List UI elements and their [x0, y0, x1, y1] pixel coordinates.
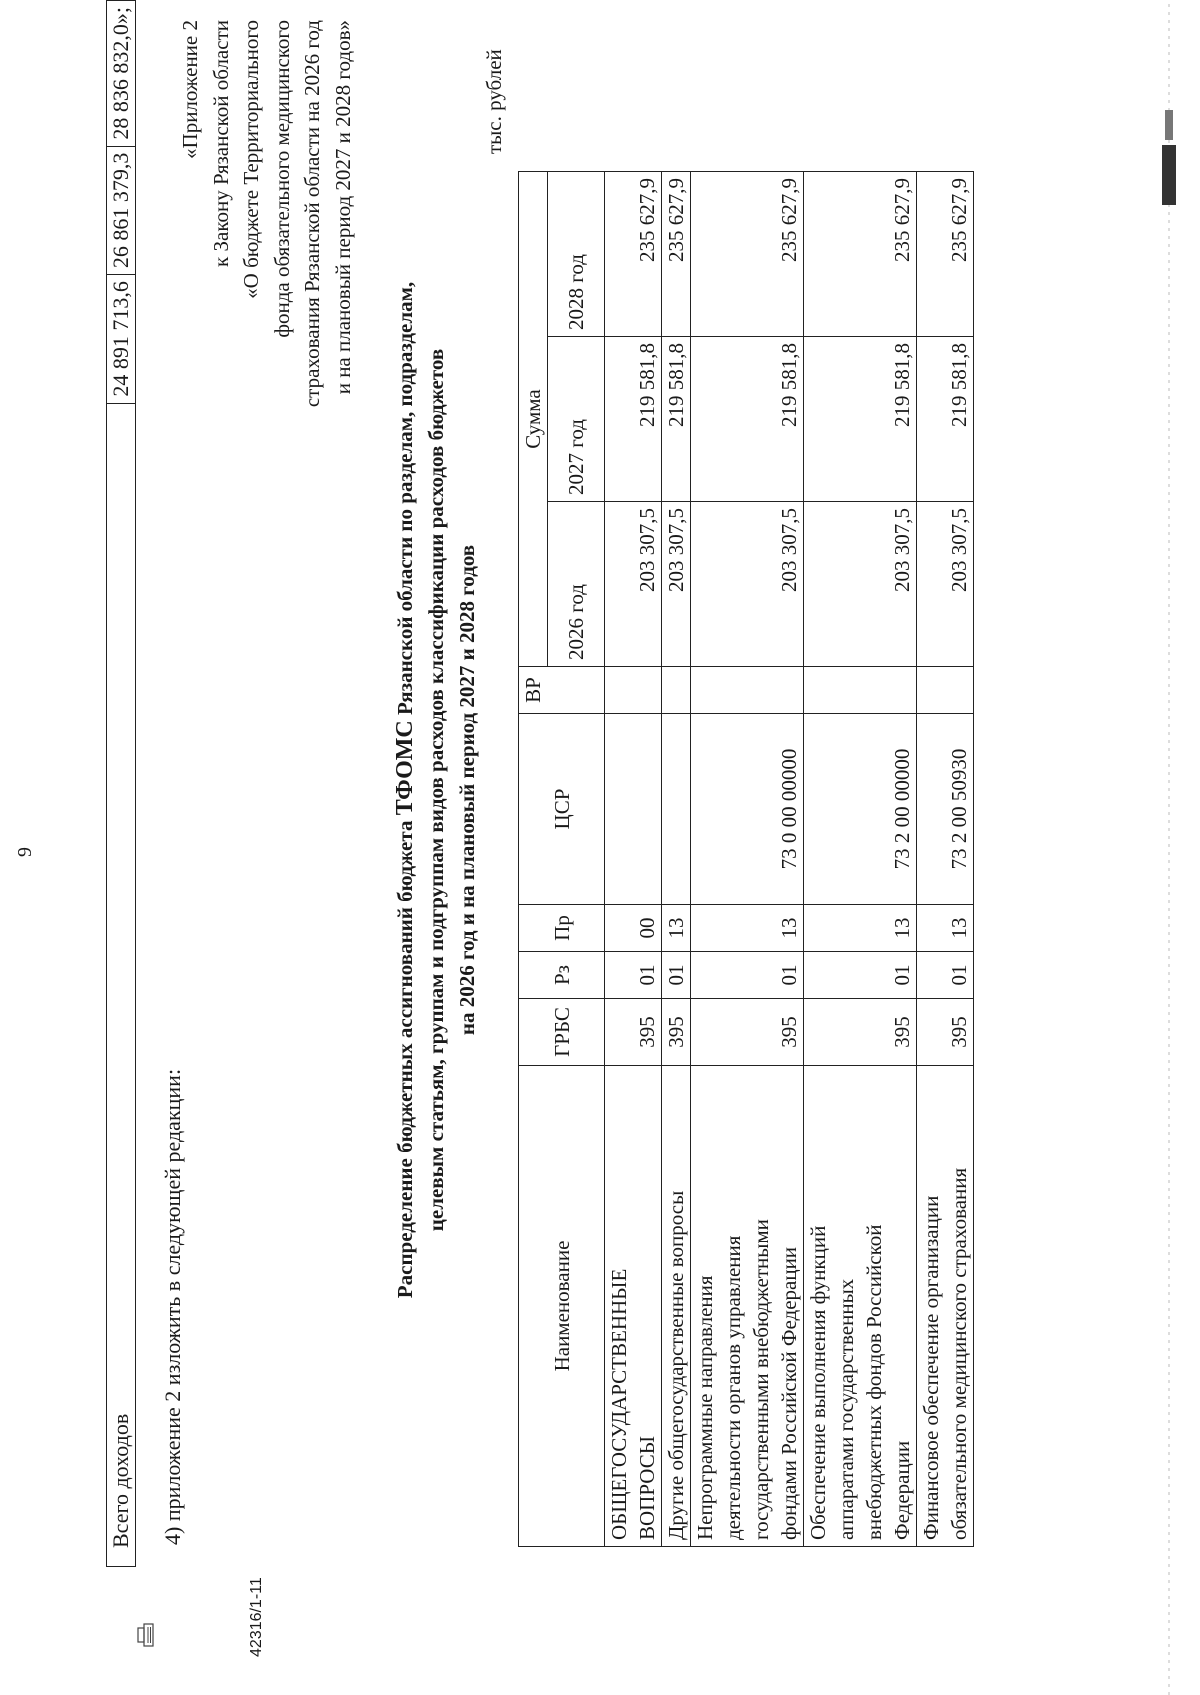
row-2026: 203 307,5 — [917, 502, 974, 667]
row-rz: 01 — [917, 952, 974, 999]
title-emph: ТФОМС — [392, 720, 418, 816]
row-pr: 13 — [691, 905, 804, 952]
row-2028: 235 627,9 — [605, 172, 662, 337]
header-csr: ЦСР — [519, 714, 605, 905]
header-sum: Сумма — [519, 172, 548, 667]
row-name-line: Обеспечение выполнения функций — [806, 1225, 830, 1540]
row-rz: 01 — [804, 952, 917, 999]
title-line-3: на 2026 год и на плановый период 2027 и 2028 годов — [455, 544, 479, 1036]
row-grbs: 395 — [804, 999, 917, 1066]
header-vr: ВР — [519, 667, 605, 714]
row-name-line: фондами Российской Федерации — [777, 1246, 801, 1540]
row-pr: 13 — [917, 905, 974, 952]
budget-table — [518, 171, 974, 1547]
row-csr: 73 0 00 00000 — [691, 714, 804, 905]
table-row — [917, 172, 974, 1547]
row-vr — [691, 667, 804, 714]
header-grbs: ГРБС — [519, 999, 605, 1066]
row-2028: 235 627,9 — [804, 172, 917, 337]
row-name-line: Непрограммные направления — [693, 1275, 717, 1540]
row-2027: 219 581,8 — [917, 337, 974, 502]
row-csr — [605, 714, 662, 905]
row-name-line: деятельности органов управления — [721, 1235, 745, 1540]
header-name: Наименование — [519, 1066, 605, 1547]
header-2028: 2028 год — [548, 172, 605, 337]
row-2026: 203 307,5 — [605, 502, 662, 667]
income-2026: 24 891 713,6 — [107, 275, 136, 404]
row-name — [605, 1066, 662, 1547]
title-part: Рязанской области по разделам, подразделам, — [393, 281, 417, 715]
row-name-line: аппаратами государственных — [834, 1278, 858, 1540]
income-total-row — [107, 1, 136, 1567]
row-name-line: ВОПРОСЫ — [635, 1435, 659, 1540]
row-2027: 219 581,8 — [662, 337, 691, 502]
row-name-line: Федерации — [890, 1440, 914, 1540]
appendix-line: фонда обязательного медицинского — [269, 20, 294, 338]
header-pr: Пр — [519, 905, 605, 952]
row-grbs: 395 — [917, 999, 974, 1066]
title-part: Распределение бюджетных ассигнований бюджета — [393, 820, 417, 1299]
title-line-2: целевым статьям, группам и подгруппам видов расходов классификации расходов бюджетов — [424, 348, 448, 1232]
header-2026: 2026 год — [548, 502, 605, 667]
row-rz: 01 — [605, 952, 662, 999]
row-name-line: Другие общегосударственные вопросы — [664, 1190, 688, 1540]
row-vr — [662, 667, 691, 714]
row-name-line: внебюджетных фондов Российской — [862, 1224, 886, 1540]
row-2026: 203 307,5 — [662, 502, 691, 667]
appendix-line: к Закону Рязанской области — [208, 20, 233, 267]
appendix-line: страхования Рязанской области на 2026 год — [300, 20, 324, 408]
row-vr — [605, 667, 662, 714]
row-2027: 219 581,8 — [804, 337, 917, 502]
printer-logo-icon — [136, 1621, 156, 1649]
row-csr — [662, 714, 691, 905]
page-number: 9 — [14, 847, 36, 857]
header-2027: 2027 год — [548, 337, 605, 502]
row-name — [662, 1066, 691, 1547]
income-2027: 26 861 379,3 — [107, 146, 136, 275]
row-pr: 13 — [804, 905, 917, 952]
row-name-line: государственными внебюджетными — [749, 1219, 773, 1540]
row-csr: 73 2 00 50930 — [917, 714, 974, 905]
document-code: 42316/1-11 — [248, 1577, 265, 1657]
row-vr — [804, 667, 917, 714]
income-total-label: Всего доходов — [107, 403, 136, 1566]
row-name-line: обязательного медицинского страхования — [947, 1167, 971, 1540]
income-2028: 28 836 832,0»; — [107, 1, 136, 147]
row-2026: 203 307,5 — [691, 502, 804, 667]
table-row — [691, 172, 804, 1547]
row-name-line: ОБЩЕГОСУДАРСТВЕННЫЕ — [607, 1268, 631, 1540]
document-title — [390, 265, 483, 1315]
row-name-line: Финансовое обеспечение организации — [919, 1195, 943, 1540]
table-row — [605, 172, 662, 1547]
instruction-text: 4) приложение 2 изложить в следующей редакции: — [160, 1068, 185, 1545]
appendix-line: «О бюджете Территориального — [239, 20, 263, 299]
row-2028: 235 627,9 — [917, 172, 974, 337]
row-rz: 01 — [662, 952, 691, 999]
table-row — [804, 172, 917, 1547]
row-2026: 203 307,5 — [804, 502, 917, 667]
row-rz: 01 — [691, 952, 804, 999]
header-row — [519, 172, 548, 1547]
appendix-line: «Приложение 2 — [178, 20, 202, 159]
row-name — [804, 1066, 917, 1547]
header-rz: Рз — [519, 952, 605, 999]
row-name — [691, 1066, 804, 1547]
row-grbs: 395 — [605, 999, 662, 1066]
row-grbs: 395 — [662, 999, 691, 1066]
row-pr: 00 — [605, 905, 662, 952]
row-2027: 219 581,8 — [605, 337, 662, 502]
row-csr: 73 2 00 00000 — [804, 714, 917, 905]
income-total-table — [106, 0, 136, 1567]
row-2028: 235 627,9 — [662, 172, 691, 337]
row-2027: 219 581,8 — [691, 337, 804, 502]
row-2028: 235 627,9 — [691, 172, 804, 337]
scan-artifact-strip — [1162, 0, 1176, 1695]
row-pr: 13 — [662, 905, 691, 952]
row-grbs: 395 — [691, 999, 804, 1066]
table-row — [662, 172, 691, 1547]
row-name — [917, 1066, 974, 1547]
units-label: тыс. рублей — [482, 49, 506, 154]
row-vr — [917, 667, 974, 714]
appendix-line: и на плановый период 2027 и 2028 годов» — [330, 20, 355, 395]
